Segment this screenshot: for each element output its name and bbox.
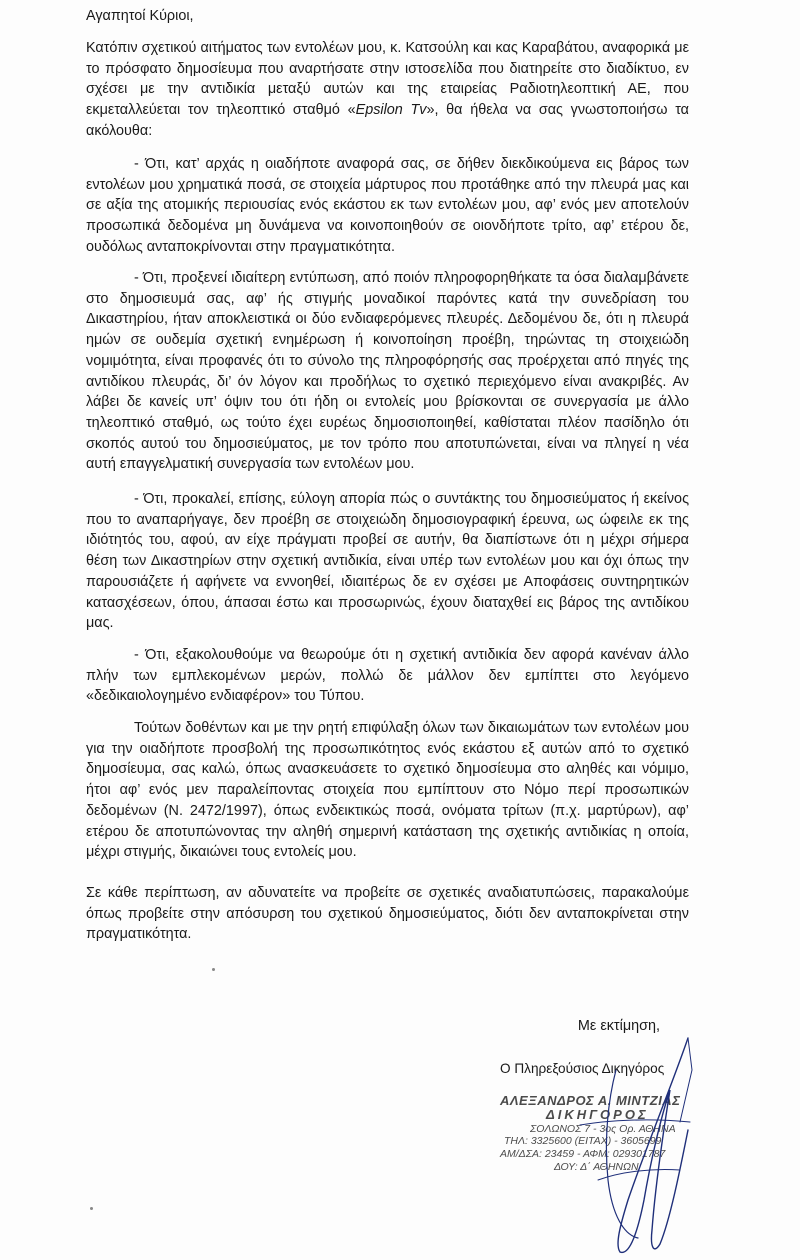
speck-mark [90,1207,93,1210]
intro-text-b: », θα ήθελα να σας γνωστοποιήσω τα ακόλουθα: [86,102,689,139]
stamp-name: ΑΛΕΞΑΝΔΡΟΣ Α. ΜΙΝΤΖΙΑΣ [500,1093,681,1108]
point-4-paragraph: - Ότι, εξακολουθούμε να θεωρούμε ότι η σχετική αντιδικία δεν αφορά κανέναν άλλο πλήν των εμπλεκομένων μερών, πολλώ δε μάλλον δεν εμπίπτει στο λεγόμενο «δεδικαιολογημένο ενδιαφέρον» του Τύπου. [86,647,689,705]
salutation: Αγαπητοί Κύριοι, [86,8,194,24]
handwritten-signature [520,1030,720,1260]
point-3-paragraph: - Ότι, προκαλεί, επίσης, εύλογη απορία πώς ο συντάκτης του δημοσιεύματος ή εκείνος που το αναπαρήγαγε, δεν προέβη σε στοιχειώδη δημοσιογραφική έρευνα, ως ώφειλε εκ της ιδιότητός του, αφού, αν είχε πράγματι προβεί σε αυτήν, θα διαπίστωνε ότι η μέχρι σήμερα θέση των Δικαστηρίων στην σχετική αντιδικία, είναι υπέρ των εντολέων μου και όχι όπως την παρουσιάζετε ή αφήνετε να εννοηθεί, ιδιαιτέρως δε εν σχέσει με Αποφάσεις συντηρητικών κατασχέσεων, όπου, άπασαι έστω και προσωρινώς, έχουν διαταχθεί εις βάρος της αντιδίκου μας. [86,491,689,632]
stamp-tax-office: ΔΟΥ: Δ΄ ΑΘΗΝΩΝ [554,1161,639,1173]
signer-title: Ο Πληρεξούσιος Δικηγόρος [500,1061,665,1076]
closing-text: Με εκτίμηση, [577,1018,660,1034]
stamp-ids: ΑΜ/ΔΣΑ: 23459 - ΑΦΜ: 029301787 [500,1148,666,1160]
intro-paragraph [86,38,689,142]
intro-text-a: Κατόπιν σχετικού αιτήματος των εντολέων μου, κ. Κατσούλη και κας Καραβάτου, αναφορικά με το πρόσφατο δημοσίευμα που αναρτήσατε στην ιστοσελίδα που διατηρείτε στο διαδίκτυο, εν σχέσει με την αντιδικία μεταξύ αυτών και της εταιρείας Ραδιοτηλεοπτική ΑΕ, που εκμεταλλεύεται τον τηλεοπτικό σταθμό « [86,40,689,119]
station-name: Epsilon Tv [355,102,427,119]
stamp-role: ΔΙΚΗΓΟΡΟΣ [546,1107,649,1122]
point-2-paragraph: - Ότι, προξενεί ιδιαίτερη εντύπωση, από ποιόν πληροφορηθήκατε τα όσα διαλαμβάνετε στο δημοσιευμά σας, αφ’ ής στιγμής μοναδικοί παρόντες κατά την συνεδρίαση του Δικαστηρίου, ήταν αποκλειστικά οι δύο ενδιαφερόμενες πλευρές. Δεδομένου δε, ότι η πλευρά ημών σε ουδεμία σχετική ενημέρωση ή κοινοποίηση προέβη, τηρώντας τη στοιχειώδη νομιμότητα, είναι προφανές ότι το σύνολο της πληροφόρησής σας προέρχεται από πηγές της αντιδίκου πλευράς, δι’ όν λόγον και προδήλως το σχετικό περιεχόμενο είναι ανακριβές. Αν λάβει δε κανείς υπ’ όψιν του ότι ήδη οι εντολείς μου βρίσκονται σε συνεργασία με άλλο τηλεοπτικό σταθμό, ως τούτο έχει ευρέως δημοσιοποιηθεί, καθίσταται πλέον πασίδηλο ότι σκοπός αυτού του δημοσιεύματος, με τον τρόπο που αποτυπώνεται, είναι να πληγεί η νέα αυτή επαγγελματική συνεργασία των εντολέων μου. [86,270,689,473]
final-paragraph: Σε κάθε περίπτωση, αν αδυνατείτε να προβείτε σε σχετικές αναδιατυπώσεις, παρακαλούμε όπως προβείτε στην απόσυρση του σχετικού δημοσιεύματος, διότι δεν ανταποκρίνεται στην πραγματικότητα. [86,885,689,943]
stamp-phone: ΤΗΛ: 3325600 (ΕΙΤΑΧ) - 3605699 [504,1135,662,1147]
point-1-paragraph: - Ότι, κατ’ αρχάς η οιαδήποτε αναφορά σας, σε δήθεν διεκδικούμενα εις βάρος των εντολέων μου χρηματικά ποσά, σε στοιχεία μάρτυρος που προτάθηκε από την πλευρά μας και σε αξία της ατομικής περιουσίας ενός εκάστου εκ των εντολέων μου, αφ’ ενός μεν αποτελούν προσωπικά δεδομένα μη δυνάμενα να κοινοποιηθούν σε οιονδήποτε τρίτο, αφ’ ετέρου δε, ουδόλως ανταποκρίνονται στην πραγματικότητα. [86,156,689,255]
request-paragraph: Τούτων δοθέντων και με την ρητή επιφύλαξη όλων των δικαιωμάτων των εντολέων μου για την οιαδήποτε προσβολή της προσωπικότητος ενός εκάστου εξ αυτών από το σχετικό δημοσίευμα, σας καλώ, όπως ανασκευάσετε το σχετικό δημοσίευμα στο αληθές και νόμιμο, ήτοι αφ’ ενός μεν παραλείποντας στοιχεία που εμπίπτουν στο Νόμο περί προσωπικών δεδομένων (Ν. 2472/1997), όπως ενδεικτικώς ποσά, ονόματα τρίτων (π.χ. μαρτύρων), αφ’ ετέρου δε αποτυπώνοντας την αληθή σημερινή κατάσταση της σχετικής αντιδικίας η οποία, μέχρι στιγμής, δικαιώνει τους εντολείς μου. [86,720,689,861]
stamp-address: ΣΟΛΩΝΟΣ 7 - 3ος Ορ. ΑΘΗΝΑ [530,1123,676,1135]
speck-mark [212,968,215,971]
